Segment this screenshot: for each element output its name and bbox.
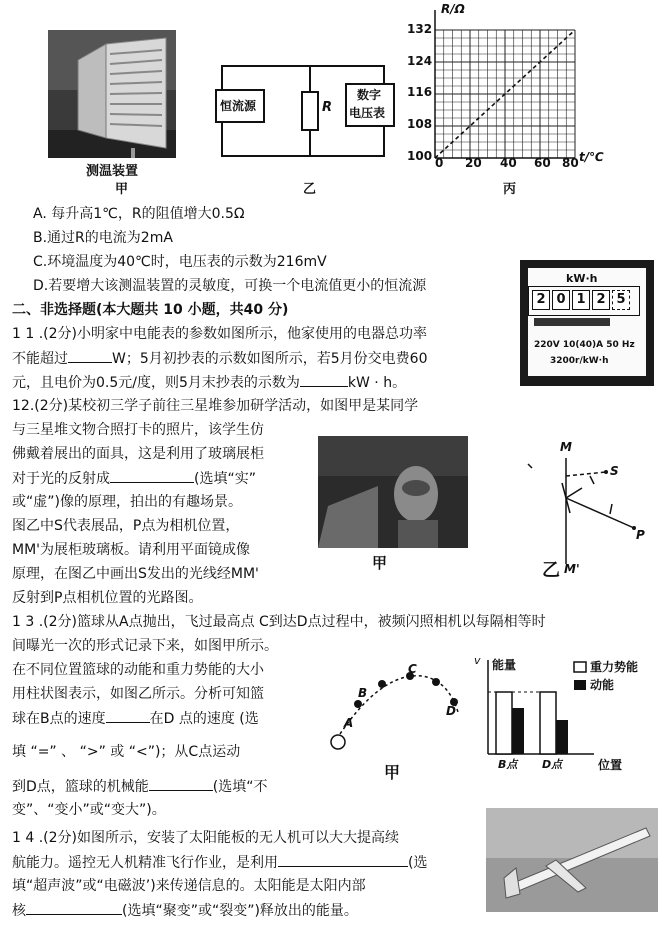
q13-line8: 变”、“变小”或“变大”)。	[12, 802, 166, 818]
traj-label-d: D	[446, 704, 456, 718]
graph-xtick-40: 40	[500, 156, 517, 170]
meter-rating: 220V 10(40)A 50 Hz	[534, 340, 635, 350]
circuit-resistor-label: R	[322, 100, 333, 115]
bar-d-ke	[556, 720, 568, 754]
graph-xtick-0: 0	[435, 156, 444, 170]
q11-line3-post: kW · h。	[347, 375, 407, 391]
label-bing-top: 丙	[503, 182, 517, 197]
q13-trajectory	[322, 662, 472, 782]
q13-blank-mech[interactable]	[149, 776, 213, 791]
drone-photo	[486, 808, 658, 912]
reflected-ray	[566, 498, 634, 528]
graph-ytick-124: 124	[407, 54, 433, 68]
q13-line5	[12, 708, 259, 729]
section-title: 二、非选择题(本大题共 10 小题，共40 分)	[12, 302, 289, 318]
traj-label-b: B	[358, 686, 368, 700]
circuit-meter-label-1: 数字	[357, 88, 382, 102]
bar-x-b: B点	[498, 758, 518, 771]
bar-v-label: v	[474, 654, 481, 667]
meter-unit: kW·h	[566, 272, 598, 285]
q12-line1: 12.(2分)某校初三学子前往三星堆参加研学活动，如图甲是某同学	[12, 398, 419, 414]
bar-legend-pe: 重力势能	[590, 660, 639, 674]
q12-label-s: S	[610, 464, 619, 478]
label-yi-top: 乙	[303, 182, 317, 197]
bar-legend-ke: 动能	[590, 678, 615, 692]
q12-line4	[12, 468, 256, 489]
q12-line7: MM'为展柜玻璃板。请利用平面镜成像	[12, 542, 251, 558]
device-caption: 测温装置	[86, 164, 139, 179]
q13-line4: 用柱状图表示，如图乙所示。分析可知篮	[12, 686, 264, 702]
q12-line4-pre: 对于光的反射成	[12, 471, 110, 487]
q14-line2-post: (选	[408, 855, 428, 871]
bar-x-axis: 位置	[598, 758, 623, 772]
q14-blank-signal[interactable]	[278, 852, 408, 867]
q13-line6: 填 “=” 、 “>” 或 “<”)；从C点运动	[12, 744, 241, 760]
graph-ytick-116: 116	[407, 85, 433, 99]
q14-line4-post: (选填“聚变”或“裂变”)释放出的能量。	[122, 903, 358, 919]
q12-blank-image[interactable]	[110, 468, 194, 483]
bar-b-ke	[512, 708, 524, 754]
bar-y-label: 能量	[492, 658, 517, 672]
q14-blank-fusion[interactable]	[26, 900, 122, 915]
q13-energy-chart	[474, 654, 660, 774]
q11-line3-pre: 元，且电价为0.5元/度，则5月末抄表的示数为	[12, 375, 300, 391]
r-t-graph	[405, 2, 615, 177]
graph-ytick-108: 108	[407, 117, 433, 131]
meter-digit-3: 1	[572, 290, 590, 310]
q12-label-m: M	[560, 440, 572, 454]
q11-line2	[12, 348, 427, 369]
q14-line2-pre: 航能力。遥控无人机精准飞行作业，是利用	[12, 855, 278, 871]
point-s	[604, 470, 608, 474]
option-b: B.通过R的电流为2mA	[33, 230, 173, 246]
q13-blank-speed[interactable]	[106, 708, 150, 723]
q12-line8: 原理，在图乙中画出S发出的光线经MM'	[12, 566, 259, 582]
option-c: C.环境温度为40℃时，电压表的示数为216mV	[33, 254, 327, 270]
q14-line3: 填“超声波”或“电磁波’)来传递信息的。太阳能是太阳内部	[12, 878, 366, 894]
q12-line5: 或“虚”)像的原理，拍出的有趣场景。	[12, 494, 242, 510]
q12-label-p: P	[636, 528, 645, 542]
graph-xtick-60: 60	[534, 156, 551, 170]
option-d: D.若要增大该测温装置的灵敏度，可换一个电流值更小的恒流源	[33, 278, 427, 294]
meter-arrow	[534, 318, 610, 326]
q11-line2-pre: 不能超过	[12, 351, 68, 367]
q12-mirror-diagram	[518, 438, 658, 588]
graph-ytick-132: 132	[407, 22, 433, 36]
meter-digit-5: 5	[612, 290, 630, 310]
meter-digit-1: 2	[532, 290, 550, 310]
q13-line3: 在不同位置篮球的动能和重力势能的大小	[12, 662, 264, 678]
q11-line3	[12, 372, 406, 393]
graph-xtick-20: 20	[465, 156, 482, 170]
meter-digit-2: 0	[552, 290, 570, 310]
q14-line1: 1 4 .(2分)如图所示，安装了太阳能板的无人机可以大大提高续	[12, 830, 399, 846]
q13-line2: 间曝光一次的形式记录下来，如图甲所示。	[12, 638, 278, 654]
q14-line4	[12, 900, 358, 921]
q13-line5-pre: 球在B点的速度	[12, 711, 106, 727]
q12-line3: 佛戴着展出的面具，这是利用了玻璃展柜	[12, 446, 264, 462]
q12-diagram-label: 乙	[542, 560, 560, 581]
device-photo	[48, 30, 176, 158]
q13-line7-post: (选填“不	[212, 779, 268, 795]
q12-line4-post: (选填“实”	[194, 471, 256, 487]
q11-blank-reading[interactable]	[300, 372, 348, 387]
graph-x-label: t/℃	[579, 150, 604, 164]
option-a: A. 每升高1℃，R的阻值增大0.5Ω	[33, 206, 245, 222]
q12-line2: 与三星堆文物合照打卡的照片，该学生仿	[12, 422, 264, 438]
q14-line2	[12, 852, 427, 873]
circuit-source-label: 恒流源	[220, 99, 257, 113]
circuit-diagram	[214, 64, 398, 164]
meter-constant: 3200r/kW·h	[550, 356, 609, 366]
q12-photo	[318, 436, 468, 548]
meter-digit-4: 2	[592, 290, 610, 310]
traj-label-c: C	[408, 662, 417, 676]
q12-label-m2: M'	[564, 562, 580, 576]
traj-caption: 甲	[384, 763, 401, 782]
bar-d-pe	[540, 692, 556, 754]
label-jia-top: 甲	[115, 182, 129, 197]
graph-y-label: R/Ω	[441, 2, 465, 16]
q12-line6: 图乙中S代表展品，P点为相机位置，	[12, 518, 240, 534]
q12-line9: 反射到P点相机位置的光路图。	[12, 590, 203, 606]
energy-meter	[520, 260, 654, 386]
graph-xtick-80: 80	[562, 156, 579, 170]
q11-blank-power[interactable]	[68, 348, 112, 363]
q14-line4-pre: 核	[12, 903, 26, 919]
q13-line5-post: 在D 点的速度 (选	[149, 711, 259, 727]
q13-line7-pre: 到D点，篮球的机械能	[12, 779, 149, 795]
meter-digits	[532, 290, 630, 310]
bar-b-pe	[496, 692, 512, 754]
q13-line1: 1 3 .(2分)篮球从A点抛出，飞过最高点 C到达D点过程中，被频闪照相机以每隔相等时	[12, 614, 546, 630]
traj-label-a: A	[344, 716, 354, 730]
q11-line1: 1 1 .(2分)小明家中电能表的参数如图所示，他家使用的电器总功率	[12, 326, 427, 342]
q12-photo-label: 甲	[372, 554, 388, 572]
circuit-meter-label-2: 电压表	[349, 106, 386, 120]
bar-x-d: D点	[542, 758, 563, 771]
q11-line2-post: W；5月初抄表的示数如图所示，若5月份交电费60	[112, 351, 428, 367]
q13-line7	[12, 776, 268, 797]
graph-ytick-100: 100	[407, 149, 433, 163]
